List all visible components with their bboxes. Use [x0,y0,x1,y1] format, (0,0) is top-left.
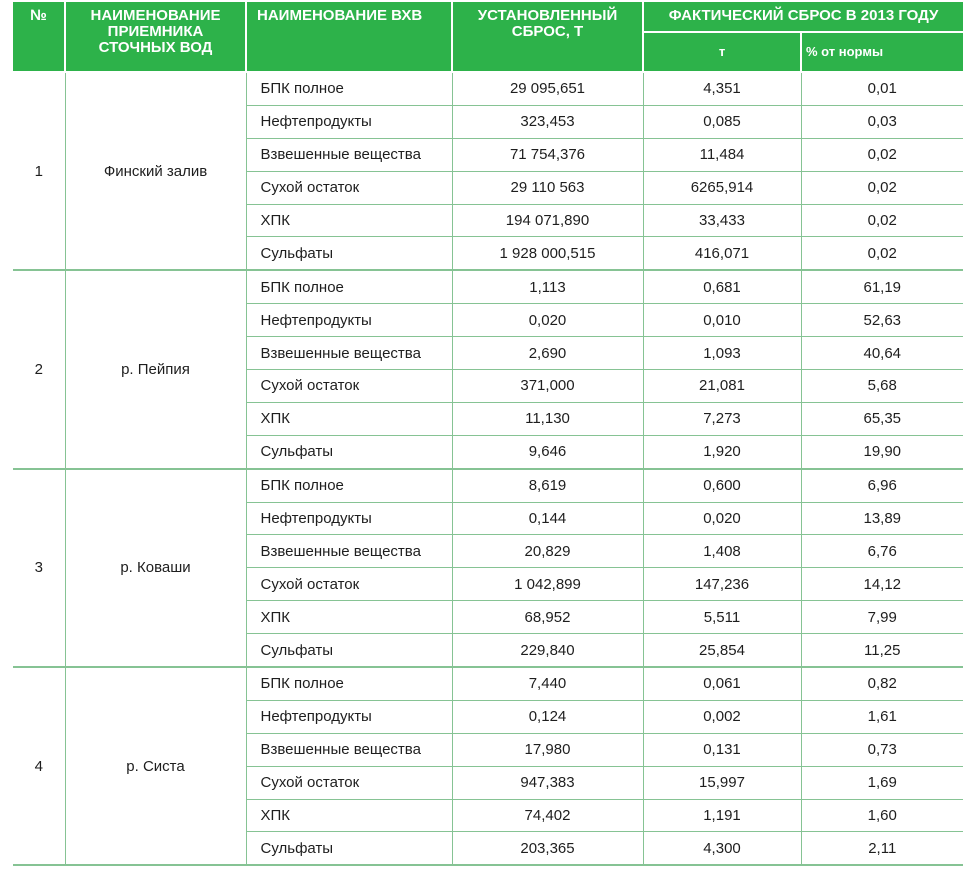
pct-value: 0,02 [801,237,963,270]
substance-name: Сухой остаток [246,766,452,799]
row-number: 3 [13,469,65,667]
table-body [13,72,963,865]
actual-t-value: 0,061 [643,667,801,700]
substance-name: Взвешенные вещества [246,138,452,171]
header-actual: ФАКТИЧЕСКИЙ СБРОС В 2013 ГОДУ [643,2,963,32]
substance-name: ХПК [246,799,452,832]
limit-value: 0,144 [452,502,643,535]
pct-value: 14,12 [801,568,963,601]
pct-value: 13,89 [801,502,963,535]
substance-name: Взвешенные вещества [246,535,452,568]
actual-t-value: 0,600 [643,469,801,502]
substance-name: Нефтепродукты [246,502,452,535]
actual-t-value: 0,681 [643,270,801,303]
pct-value: 6,96 [801,469,963,502]
limit-value: 71 754,376 [452,138,643,171]
limit-value: 203,365 [452,832,643,865]
actual-t-value: 25,854 [643,634,801,667]
substance-name: Сухой остаток [246,171,452,204]
actual-t-value: 4,351 [643,72,801,105]
pct-value: 19,90 [801,435,963,468]
table-row [13,469,963,502]
table-header [13,2,963,72]
actual-t-value: 33,433 [643,204,801,237]
pct-value: 0,82 [801,667,963,700]
limit-value: 11,130 [452,402,643,435]
substance-name: Сульфаты [246,634,452,667]
substance-name: БПК полное [246,667,452,700]
table-row [13,270,963,303]
substance-name: ХПК [246,402,452,435]
limit-value: 947,383 [452,766,643,799]
row-number: 4 [13,667,65,865]
pct-value: 0,73 [801,733,963,766]
limit-value: 371,000 [452,370,643,403]
limit-value: 74,402 [452,799,643,832]
actual-t-value: 147,236 [643,568,801,601]
actual-t-value: 11,484 [643,138,801,171]
discharge-table [13,2,963,866]
actual-t-value: 1,191 [643,799,801,832]
limit-value: 194 071,890 [452,204,643,237]
substance-name: БПК полное [246,270,452,303]
pct-value: 0,02 [801,138,963,171]
pct-value: 40,64 [801,337,963,370]
actual-t-value: 5,511 [643,601,801,634]
receiver-name: р. Систа [65,667,246,865]
actual-t-value: 1,093 [643,337,801,370]
pct-value: 65,35 [801,402,963,435]
limit-value: 229,840 [452,634,643,667]
pct-value: 11,25 [801,634,963,667]
limit-value: 29 110 563 [452,171,643,204]
pct-value: 0,01 [801,72,963,105]
substance-name: Взвешенные вещества [246,733,452,766]
substance-name: Сухой остаток [246,370,452,403]
substance-name: БПК полное [246,469,452,502]
pct-value: 52,63 [801,304,963,337]
pct-value: 2,11 [801,832,963,865]
limit-value: 1 042,899 [452,568,643,601]
limit-value: 2,690 [452,337,643,370]
limit-value: 1,113 [452,270,643,303]
header-substance: НАИМЕНОВАНИЕ ВХВ [246,2,452,72]
limit-value: 17,980 [452,733,643,766]
actual-t-value: 15,997 [643,766,801,799]
substance-name: Сульфаты [246,435,452,468]
pct-value: 1,69 [801,766,963,799]
actual-t-value: 0,020 [643,502,801,535]
limit-value: 8,619 [452,469,643,502]
substance-name: Нефтепродукты [246,700,452,733]
limit-value: 0,020 [452,304,643,337]
row-number: 1 [13,72,65,270]
substance-name: Нефтепродукты [246,105,452,138]
limit-value: 20,829 [452,535,643,568]
actual-t-value: 4,300 [643,832,801,865]
actual-t-value: 1,920 [643,435,801,468]
substance-name: Сульфаты [246,832,452,865]
actual-t-value: 0,010 [643,304,801,337]
pct-value: 6,76 [801,535,963,568]
actual-t-value: 6265,914 [643,171,801,204]
limit-value: 7,440 [452,667,643,700]
pct-value: 0,02 [801,204,963,237]
substance-name: БПК полное [246,72,452,105]
pct-value: 5,68 [801,370,963,403]
header-actual-t: т [643,32,801,72]
receiver-name: р. Пейпия [65,270,246,468]
receiver-name: р. Коваши [65,469,246,667]
actual-t-value: 0,002 [643,700,801,733]
pct-value: 0,02 [801,171,963,204]
limit-value: 29 095,651 [452,72,643,105]
pct-value: 7,99 [801,601,963,634]
substance-name: ХПК [246,601,452,634]
table-row [13,72,963,105]
header-actual-pct: % от нормы [801,32,963,72]
substance-name: ХПК [246,204,452,237]
actual-t-value: 21,081 [643,370,801,403]
substance-name: Взвешенные вещества [246,337,452,370]
receiver-name: Финский залив [65,72,246,270]
header-num: № [13,2,65,72]
substance-name: Сульфаты [246,237,452,270]
row-number: 2 [13,270,65,468]
actual-t-value: 7,273 [643,402,801,435]
actual-t-value: 0,131 [643,733,801,766]
actual-t-value: 416,071 [643,237,801,270]
pct-value: 0,03 [801,105,963,138]
pct-value: 61,19 [801,270,963,303]
header-limit: УСТАНОВЛЕННЫЙ СБРОС, Т [452,2,643,72]
limit-value: 9,646 [452,435,643,468]
actual-t-value: 1,408 [643,535,801,568]
limit-value: 1 928 000,515 [452,237,643,270]
table-row [13,667,963,700]
substance-name: Нефтепродукты [246,304,452,337]
header-receiver: НАИМЕНОВАНИЕ ПРИЕМНИКА СТОЧНЫХ ВОД [65,2,246,72]
actual-t-value: 0,085 [643,105,801,138]
limit-value: 323,453 [452,105,643,138]
limit-value: 0,124 [452,700,643,733]
substance-name: Сухой остаток [246,568,452,601]
discharge-table-container [13,2,963,866]
pct-value: 1,60 [801,799,963,832]
pct-value: 1,61 [801,700,963,733]
limit-value: 68,952 [452,601,643,634]
